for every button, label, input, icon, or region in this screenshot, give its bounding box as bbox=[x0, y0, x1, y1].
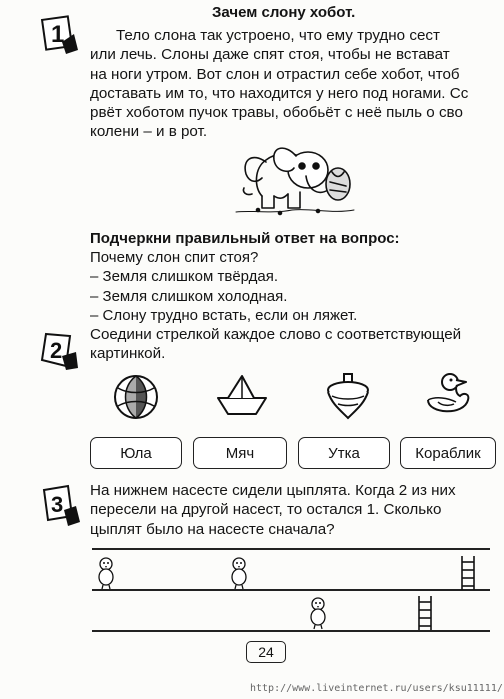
story-line: колени – и в рот. bbox=[90, 123, 208, 141]
ball-icon[interactable] bbox=[108, 370, 164, 422]
story-line: Тело слона так устроено, что ему трудно сест bbox=[116, 27, 440, 44]
perch-line bbox=[92, 548, 490, 550]
chick-icon bbox=[307, 596, 329, 630]
lower-perch bbox=[92, 630, 490, 632]
word-box-myach[interactable]: Мяч bbox=[193, 437, 287, 469]
task-2-number-badge bbox=[40, 330, 84, 374]
story-text bbox=[90, 26, 468, 142]
task-1-number-badge bbox=[40, 12, 84, 56]
task-3-line: пересели на другой насест, то остался 1. Сколько bbox=[90, 501, 442, 519]
task-2-line: картинкой. bbox=[90, 345, 166, 363]
task-3-number-badge bbox=[40, 484, 84, 528]
duck-icon[interactable] bbox=[420, 370, 476, 422]
task-3-line: цыплят было на насесте сначала? bbox=[90, 520, 335, 538]
answer-option[interactable]: – Слону трудно встать, если он ляжет. bbox=[90, 306, 358, 324]
svg-text:3: 3 bbox=[51, 492, 64, 517]
word-box-utka[interactable]: Утка bbox=[298, 437, 390, 469]
story-line: доставать им то, что находится у него под ногами. Сс bbox=[90, 84, 469, 102]
svg-text:1: 1 bbox=[51, 21, 65, 48]
word-box-yula[interactable]: Юла bbox=[90, 437, 182, 469]
question-heading: Подчеркни правильный ответ на вопрос: bbox=[90, 230, 400, 247]
svg-text:2: 2 bbox=[50, 338, 63, 363]
ladder-icon bbox=[459, 556, 477, 590]
source-url[interactable]: http://www.liveinternet.ru/users/ksu11111/ bbox=[250, 683, 503, 694]
question-block bbox=[90, 229, 400, 325]
story-title: Зачем слону хобот. bbox=[212, 4, 356, 21]
upper-perch bbox=[92, 589, 490, 591]
answer-option[interactable]: – Земля слишком твёрдая. bbox=[90, 268, 279, 286]
answer-option[interactable]: – Земля слишком холодная. bbox=[90, 287, 288, 305]
story-line: рвёт хоботом пучок травы, обобьёт с неё пыль о сво bbox=[90, 104, 463, 122]
task-2-text bbox=[90, 325, 461, 364]
story-line: или лечь. Слоны даже спят стоя, чтобы не встават bbox=[90, 46, 450, 64]
chick-icon bbox=[228, 556, 250, 590]
spinning-top-icon[interactable] bbox=[320, 370, 376, 422]
elephant-illustration bbox=[232, 138, 358, 218]
chick-icon bbox=[95, 556, 117, 590]
question-text: Почему слон спит стоя? bbox=[90, 249, 259, 267]
ladder-icon bbox=[416, 596, 434, 630]
task-2-line: Соедини стрелкой каждое слово с соответствующей bbox=[90, 326, 462, 343]
page-number: 24 bbox=[246, 641, 286, 663]
task-3-line: На нижнем насесте сидели цыплята. Когда 2 из них bbox=[90, 482, 456, 499]
paper-boat-icon[interactable] bbox=[214, 370, 270, 422]
task-3-text bbox=[90, 481, 456, 539]
word-box-korablik[interactable]: Кораблик bbox=[400, 437, 496, 469]
story-line: на ноги утром. Вот слон и отрастил себе хобот, чтоб bbox=[90, 65, 460, 83]
